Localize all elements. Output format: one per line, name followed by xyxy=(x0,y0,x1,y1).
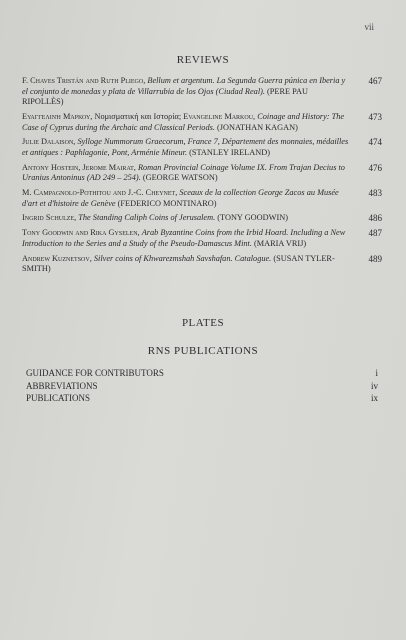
reviewer: (STANLEY IRELAND) xyxy=(189,147,270,157)
review-page: 486 xyxy=(368,213,382,224)
review-title: Arab Byzantine Coins from the Irbid Hoard. Including a New Introduction to the Series and a Study of the Pseudo-Damascus Mint. xyxy=(22,228,346,248)
review-authors: Andrew Kuznetsov, xyxy=(22,253,92,263)
review-entry xyxy=(22,163,382,184)
review-authors: Julie Dalaison, xyxy=(22,137,76,147)
review-page: 476 xyxy=(368,162,382,173)
reviewer: (FEDERICO MONTINARO) xyxy=(117,198,217,208)
review-page: 467 xyxy=(368,76,382,86)
rns-publication-label: PUBLICATIONS xyxy=(26,393,91,403)
rns-publication-row xyxy=(26,392,378,405)
review-title: Silver coins of Khwarezmshah Savshafan. Catalogue. xyxy=(93,253,272,263)
review-entry xyxy=(22,76,382,108)
reviews-heading: REVIEWS xyxy=(176,54,230,66)
review-title: Bellum et argentum. La Segunda Guerra púnica en Iberia y el conjunto de monedas y plata de Villarrubia de los Ojos (Ciudad Real). xyxy=(22,76,346,96)
reviewer: (PERE PAU RIPOLLÈS) xyxy=(22,86,309,107)
plates-heading: PLATES xyxy=(181,317,225,329)
rns-publications-heading: RNS PUBLICATIONS xyxy=(147,345,259,357)
reviewer: (MARIA VRIJ) xyxy=(253,238,307,248)
review-page: 487 xyxy=(368,228,382,239)
review-page: 483 xyxy=(368,188,382,199)
review-entry xyxy=(22,112,382,133)
review-page: 489 xyxy=(368,253,382,264)
rns-publication-label: ABBREVIATIONS xyxy=(26,380,98,391)
rns-publications-list xyxy=(26,367,378,405)
rns-publication-label: GUIDANCE FOR CONTRIBUTORS xyxy=(26,368,164,378)
reviews-list xyxy=(22,76,382,279)
review-authors: M. Campagnolo-Pothitou and J.-C. Cheynet, xyxy=(22,188,178,198)
rns-publication-page: i xyxy=(375,368,378,378)
review-title-greek: Νομισματική και Ιστορία; xyxy=(94,111,182,121)
reviewer: (JONATHAN KAGAN) xyxy=(216,122,298,132)
review-page: 474 xyxy=(368,137,382,148)
review-entry xyxy=(22,254,382,275)
reviewer: (GEORGE WATSON) xyxy=(142,173,218,183)
review-entry xyxy=(22,188,382,209)
review-entry xyxy=(22,137,382,158)
review-entry xyxy=(22,213,382,224)
review-authors: F. Chaves Tristán and Ruth Pliego, xyxy=(22,76,146,85)
page-folio: vii xyxy=(364,22,374,32)
reviewer: (SUSAN TYLER-SMITH) xyxy=(22,253,335,274)
review-title: Roman Provincial Coinage Volume IX. From Trajan Decius to Uranius Antoninus (AD 249 – 254). xyxy=(22,162,345,183)
review-authors: Ευαγγελινή Μάρκου, xyxy=(22,111,93,121)
review-title: The Standing Caliph Coins of Jerusalem. xyxy=(78,213,216,223)
review-page: 473 xyxy=(368,111,382,122)
rns-publication-page: iv xyxy=(370,380,378,391)
review-authors: Ingrid Schulze, xyxy=(22,213,77,223)
review-title: Sylloge Nummorum Graecorum, France 7, Département des monnaies, médailles et antiques : Paphlagonie, Pont, Arménie Mineur. xyxy=(22,137,349,157)
reviewer: (TONY GOODWIN) xyxy=(217,213,289,223)
review-authors: Tony Goodwin and Rika Gyselen, xyxy=(22,228,140,238)
rns-publication-row xyxy=(26,380,378,393)
review-title: Sceaux de la collection George Zacos au Musée d'art et d'histoire de Genève xyxy=(22,188,339,208)
rns-publication-row xyxy=(26,367,378,380)
review-authors: Antony Hostein, Jerome Mairat, xyxy=(22,162,136,172)
rns-publication-page: ix xyxy=(370,393,378,403)
review-entry xyxy=(22,228,382,249)
review-authors-latin: Evangeline Markou, xyxy=(183,111,256,121)
review-title: Coinage and History: The Case of Cyprus during the Archaic and Classical Periods. xyxy=(22,111,345,132)
